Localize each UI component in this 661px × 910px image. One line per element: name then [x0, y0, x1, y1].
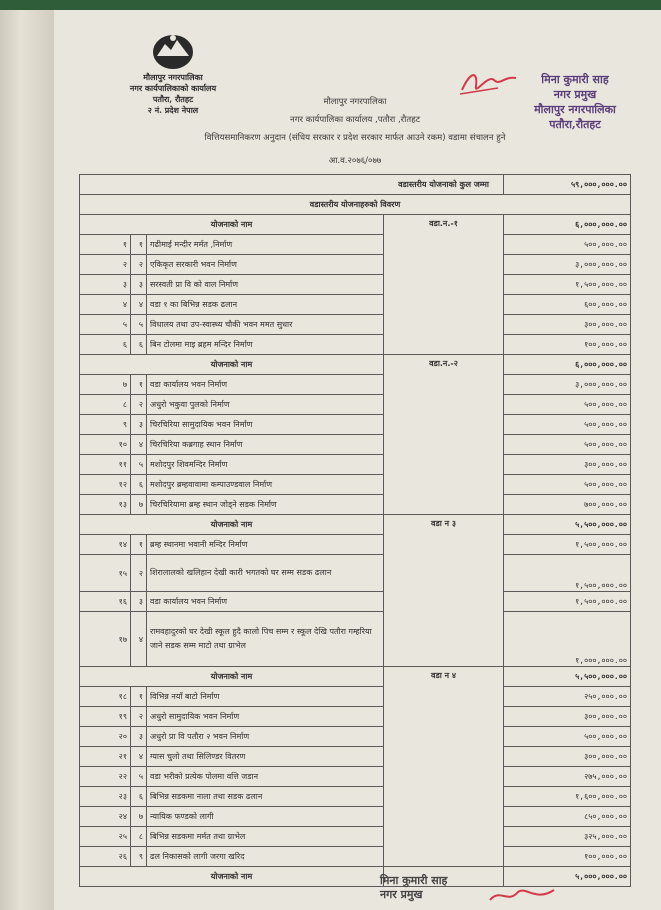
table-row	[80, 535, 631, 555]
table-row	[80, 767, 631, 787]
item-number: २	[131, 707, 147, 727]
table-row	[80, 395, 631, 415]
item-number: ४	[131, 747, 147, 767]
total-value: ५९,०००,०००.००	[504, 175, 631, 195]
header-description: वित्तियसमानिकरण अनुदान (संधिय सरकार र प्रदेश सरकार मार्फत आउने रकम) वडामा संचालन हुने	[204, 133, 506, 143]
serial-number: ५	[80, 315, 131, 335]
project-amount: ५००,०००.००	[504, 475, 631, 495]
item-number: ७	[131, 807, 147, 827]
total-row	[80, 175, 631, 195]
serial-number: २५	[80, 827, 131, 847]
item-number: ४	[131, 435, 147, 455]
table-row	[80, 375, 631, 395]
serial-number: २	[80, 255, 131, 275]
table-row	[80, 807, 631, 827]
project-name: बिन टोलमा माइ ब्रहम मन्दिर निर्माण	[147, 335, 384, 355]
seal-line: पतौरा, रौतहट	[152, 94, 194, 104]
project-name: विधालय तथा उप-स्वास्थ्य चौकी भवन ममत सुधार	[147, 315, 384, 335]
bottom-signature-mark	[488, 884, 558, 906]
serial-number: १७	[80, 612, 131, 667]
ward-label: वडा.न.-२	[384, 355, 504, 515]
serial-number: २४	[80, 807, 131, 827]
project-amount: ३००,०००.००	[504, 455, 631, 475]
serial-number: १५	[80, 555, 131, 592]
bottom-stamp-name: मिना कुमारी साह	[380, 874, 448, 887]
ward-total: ६,०००,०००.००	[504, 355, 631, 375]
header-municipality: मौलापुर नगरपालिका	[323, 97, 387, 107]
project-amount: १,०००,०००.००	[504, 612, 631, 667]
project-name: सरस्वती प्रा वि को वाल निर्माण	[147, 275, 384, 295]
detail-label: वडास्तरीय योजनाहरुको विवरण	[80, 195, 631, 215]
project-name: एकिकृत सरकारी भवन निर्माण	[147, 255, 384, 275]
project-name: अधुरो भकुवा पुलको निर्माण	[147, 395, 384, 415]
project-name: वडा कार्यालय भवन निर्माण	[147, 375, 384, 395]
section-heading-row	[80, 667, 631, 687]
ward-label: वडा.न.-१	[384, 215, 504, 355]
project-name: वडा १ का बिभिन्न सडक ढलान	[147, 295, 384, 315]
item-number: ७	[131, 495, 147, 515]
stamp-name: मिना कुमारी साह	[541, 73, 609, 86]
project-amount: ८५०,०००.००	[504, 807, 631, 827]
item-number: ३	[131, 727, 147, 747]
project-amount: ३,०००,०००.००	[504, 255, 631, 275]
table-row	[80, 295, 631, 315]
serial-number: १	[80, 235, 131, 255]
table-row	[80, 315, 631, 335]
serial-number: ८	[80, 395, 131, 415]
project-name: चिरचिरियामा ब्रम्ह स्थान जोड्ने सडक निर्माण	[147, 495, 384, 515]
project-name: वडा भरीको प्रत्येक पोलमा वत्ति जडान	[147, 767, 384, 787]
table-row	[80, 687, 631, 707]
table-row	[80, 727, 631, 747]
item-number: ४	[131, 295, 147, 315]
project-name: मशोदपुर ब्रम्हवावामा कम्पाउण्डवाल निर्माण	[147, 475, 384, 495]
mayor-stamp	[500, 72, 650, 132]
item-number: १	[131, 687, 147, 707]
table-row	[80, 435, 631, 455]
project-name: शिरालालको खलिहान देखी कारी भगतको घर सम्म सडक ढलान	[147, 555, 384, 592]
project-amount: १,६००,०००.००	[504, 787, 631, 807]
table-row	[80, 335, 631, 355]
item-number: ४	[131, 612, 147, 667]
project-name: ग्यास चुलो तथा सिलिण्डर वितरण	[147, 747, 384, 767]
project-amount: २७५,०००.००	[504, 767, 631, 787]
table-row	[80, 787, 631, 807]
table-row	[80, 827, 631, 847]
serial-number: २०	[80, 727, 131, 747]
project-amount: ५००,०००.००	[504, 727, 631, 747]
serial-number: १८	[80, 687, 131, 707]
total-label: वडास्तरीय योजनाको कुल जम्मा	[80, 175, 504, 195]
stamp-title: नगर प्रमुख	[553, 88, 597, 101]
section-heading: योजनाको नाम	[80, 515, 384, 535]
section-heading: योजनाको नाम	[80, 355, 384, 375]
project-name: बिभिन्न सडकमा मर्मत तथा ग्राभेल	[147, 827, 384, 847]
item-number: ५	[131, 315, 147, 335]
project-name: चिरचिरिया सामुदायिक भवन निर्माण	[147, 415, 384, 435]
section-heading: योजनाको नाम	[80, 867, 384, 887]
table-row	[80, 747, 631, 767]
table-row	[80, 255, 631, 275]
ward-total: ६,०००,०००.००	[504, 215, 631, 235]
serial-number: २२	[80, 767, 131, 787]
serial-number: १३	[80, 495, 131, 515]
table-row	[80, 455, 631, 475]
project-amount: १,५००,०००.००	[504, 555, 631, 592]
project-amount: ३००,०००.००	[504, 315, 631, 335]
table-row	[80, 847, 631, 867]
item-number: ३	[131, 592, 147, 612]
section-heading-row	[80, 355, 631, 375]
item-number: ६	[131, 787, 147, 807]
emblem-icon	[149, 30, 197, 72]
project-amount: ३२५,०००.००	[504, 827, 631, 847]
table-row	[80, 475, 631, 495]
project-amount: ५००,०००.००	[504, 235, 631, 255]
project-amount: ७००,०००.००	[504, 495, 631, 515]
project-amount: ३००,०००.००	[504, 707, 631, 727]
seal-line: नगर कार्यपालिकाको कार्यालय	[129, 83, 217, 93]
project-name: वडा कार्यालय भवन निर्माण	[147, 592, 384, 612]
project-amount: ५००,०००.००	[504, 435, 631, 455]
item-number: ५	[131, 767, 147, 787]
serial-number: ११	[80, 455, 131, 475]
table-row	[80, 612, 631, 667]
serial-number: २१	[80, 747, 131, 767]
project-amount: ५००,०००.००	[504, 395, 631, 415]
project-name: ब्रम्ह स्थानमा भवानी मन्दिर निर्माण	[147, 535, 384, 555]
table-row	[80, 275, 631, 295]
serial-number: ७	[80, 375, 131, 395]
seal-line: २ नं. प्रदेश नेपाल	[147, 105, 199, 115]
project-amount: १,५००,०००.००	[504, 592, 631, 612]
bottom-stamp-title: नगर प्रमुख	[380, 888, 423, 901]
item-number: ६	[131, 335, 147, 355]
serial-number: ४	[80, 295, 131, 315]
serial-number: १०	[80, 435, 131, 455]
project-amount: १००,०००.००	[504, 847, 631, 867]
project-table	[79, 174, 631, 887]
project-name: चिरचिरिया कब्रगाह स्थान निर्माण	[147, 435, 384, 455]
table-row	[80, 707, 631, 727]
section-heading: योजनाको नाम	[80, 215, 384, 235]
ward-total: ५,५००,०००.००	[504, 667, 631, 687]
project-name: विभिन्न नयाँ बाटो निर्माण	[147, 687, 384, 707]
table-row	[80, 235, 631, 255]
item-number: १	[131, 235, 147, 255]
item-number: ८	[131, 827, 147, 847]
serial-number: २६	[80, 847, 131, 867]
seal-line: मौलापुर नगरपालिका	[143, 72, 203, 82]
item-number: ६	[131, 475, 147, 495]
item-number: २	[131, 395, 147, 415]
serial-number: १९	[80, 707, 131, 727]
ward-label: वडा न ३	[384, 515, 504, 667]
item-number: २	[131, 255, 147, 275]
section-heading-row	[80, 515, 631, 535]
table-row	[80, 555, 631, 592]
section-heading: योजनाको नाम	[80, 667, 384, 687]
serial-number: ३	[80, 275, 131, 295]
project-name: मशोदपुर शिवमन्दिर निर्माण	[147, 455, 384, 475]
serial-number: २३	[80, 787, 131, 807]
project-name: अधुरो प्रा वि पतौरा २ भवन निर्माण	[147, 727, 384, 747]
project-amount: ३,०००,०००.००	[504, 375, 631, 395]
project-amount: १,५००,०००.००	[504, 275, 631, 295]
item-number: १	[131, 375, 147, 395]
table-row	[80, 495, 631, 515]
table-row	[80, 592, 631, 612]
ward-total: ५,०००,०००.००	[504, 867, 631, 887]
header-office: नगर कार्यपालिका कार्यालय ,पतौरा ,रौतहट	[289, 115, 420, 125]
ward-label: वडा न ४	[384, 667, 504, 867]
detail-row	[80, 195, 631, 215]
stamp-org: मौलापुर नगरपालिका	[534, 103, 616, 116]
project-amount: १,५००,०००.००	[504, 535, 631, 555]
serial-number: ६	[80, 335, 131, 355]
item-number: ३	[131, 275, 147, 295]
item-number: २	[131, 555, 147, 592]
project-amount: १००,०००.००	[504, 335, 631, 355]
project-amount: ६००,०००.००	[504, 295, 631, 315]
project-name: बिभिन्न सडकमा नाला तथा सडक ढलान	[147, 787, 384, 807]
project-table-body	[80, 175, 631, 887]
table-row	[80, 415, 631, 435]
header-fiscal-year: आ.व.२०७६/०७७	[328, 156, 382, 166]
section-heading-row	[80, 215, 631, 235]
project-name: न्यायिक फण्डको लागी	[147, 807, 384, 827]
item-number: ९	[131, 847, 147, 867]
project-amount: ३००,०००.००	[504, 747, 631, 767]
project-name: रामवहादुरको घर देखी स्कूल हुदै कालो पिच सम्म र स्कूल देखि पतौरा गम्हरिया जाने सडक सम्म माटो तथा ग्राभेल	[147, 612, 384, 667]
project-name: अधुरो सामुदायिक भवन निर्माण	[147, 707, 384, 727]
project-amount: २५०,०००.००	[504, 687, 631, 707]
project-name: गढीमाई मन्दीर मर्मत ,निर्माण	[147, 235, 384, 255]
municipality-seal	[118, 30, 228, 122]
book-spine	[0, 10, 55, 910]
serial-number: ९	[80, 415, 131, 435]
project-name: ढल निकासको लागी जरगा खरिद	[147, 847, 384, 867]
serial-number: १४	[80, 535, 131, 555]
item-number: ५	[131, 455, 147, 475]
item-number: ३	[131, 415, 147, 435]
ward-total: ५,५००,०००.००	[504, 515, 631, 535]
serial-number: १२	[80, 475, 131, 495]
item-number: १	[131, 535, 147, 555]
project-amount: ५००,०००.००	[504, 415, 631, 435]
serial-number: १६	[80, 592, 131, 612]
stamp-place: पतौरा,रौतहट	[549, 118, 601, 131]
